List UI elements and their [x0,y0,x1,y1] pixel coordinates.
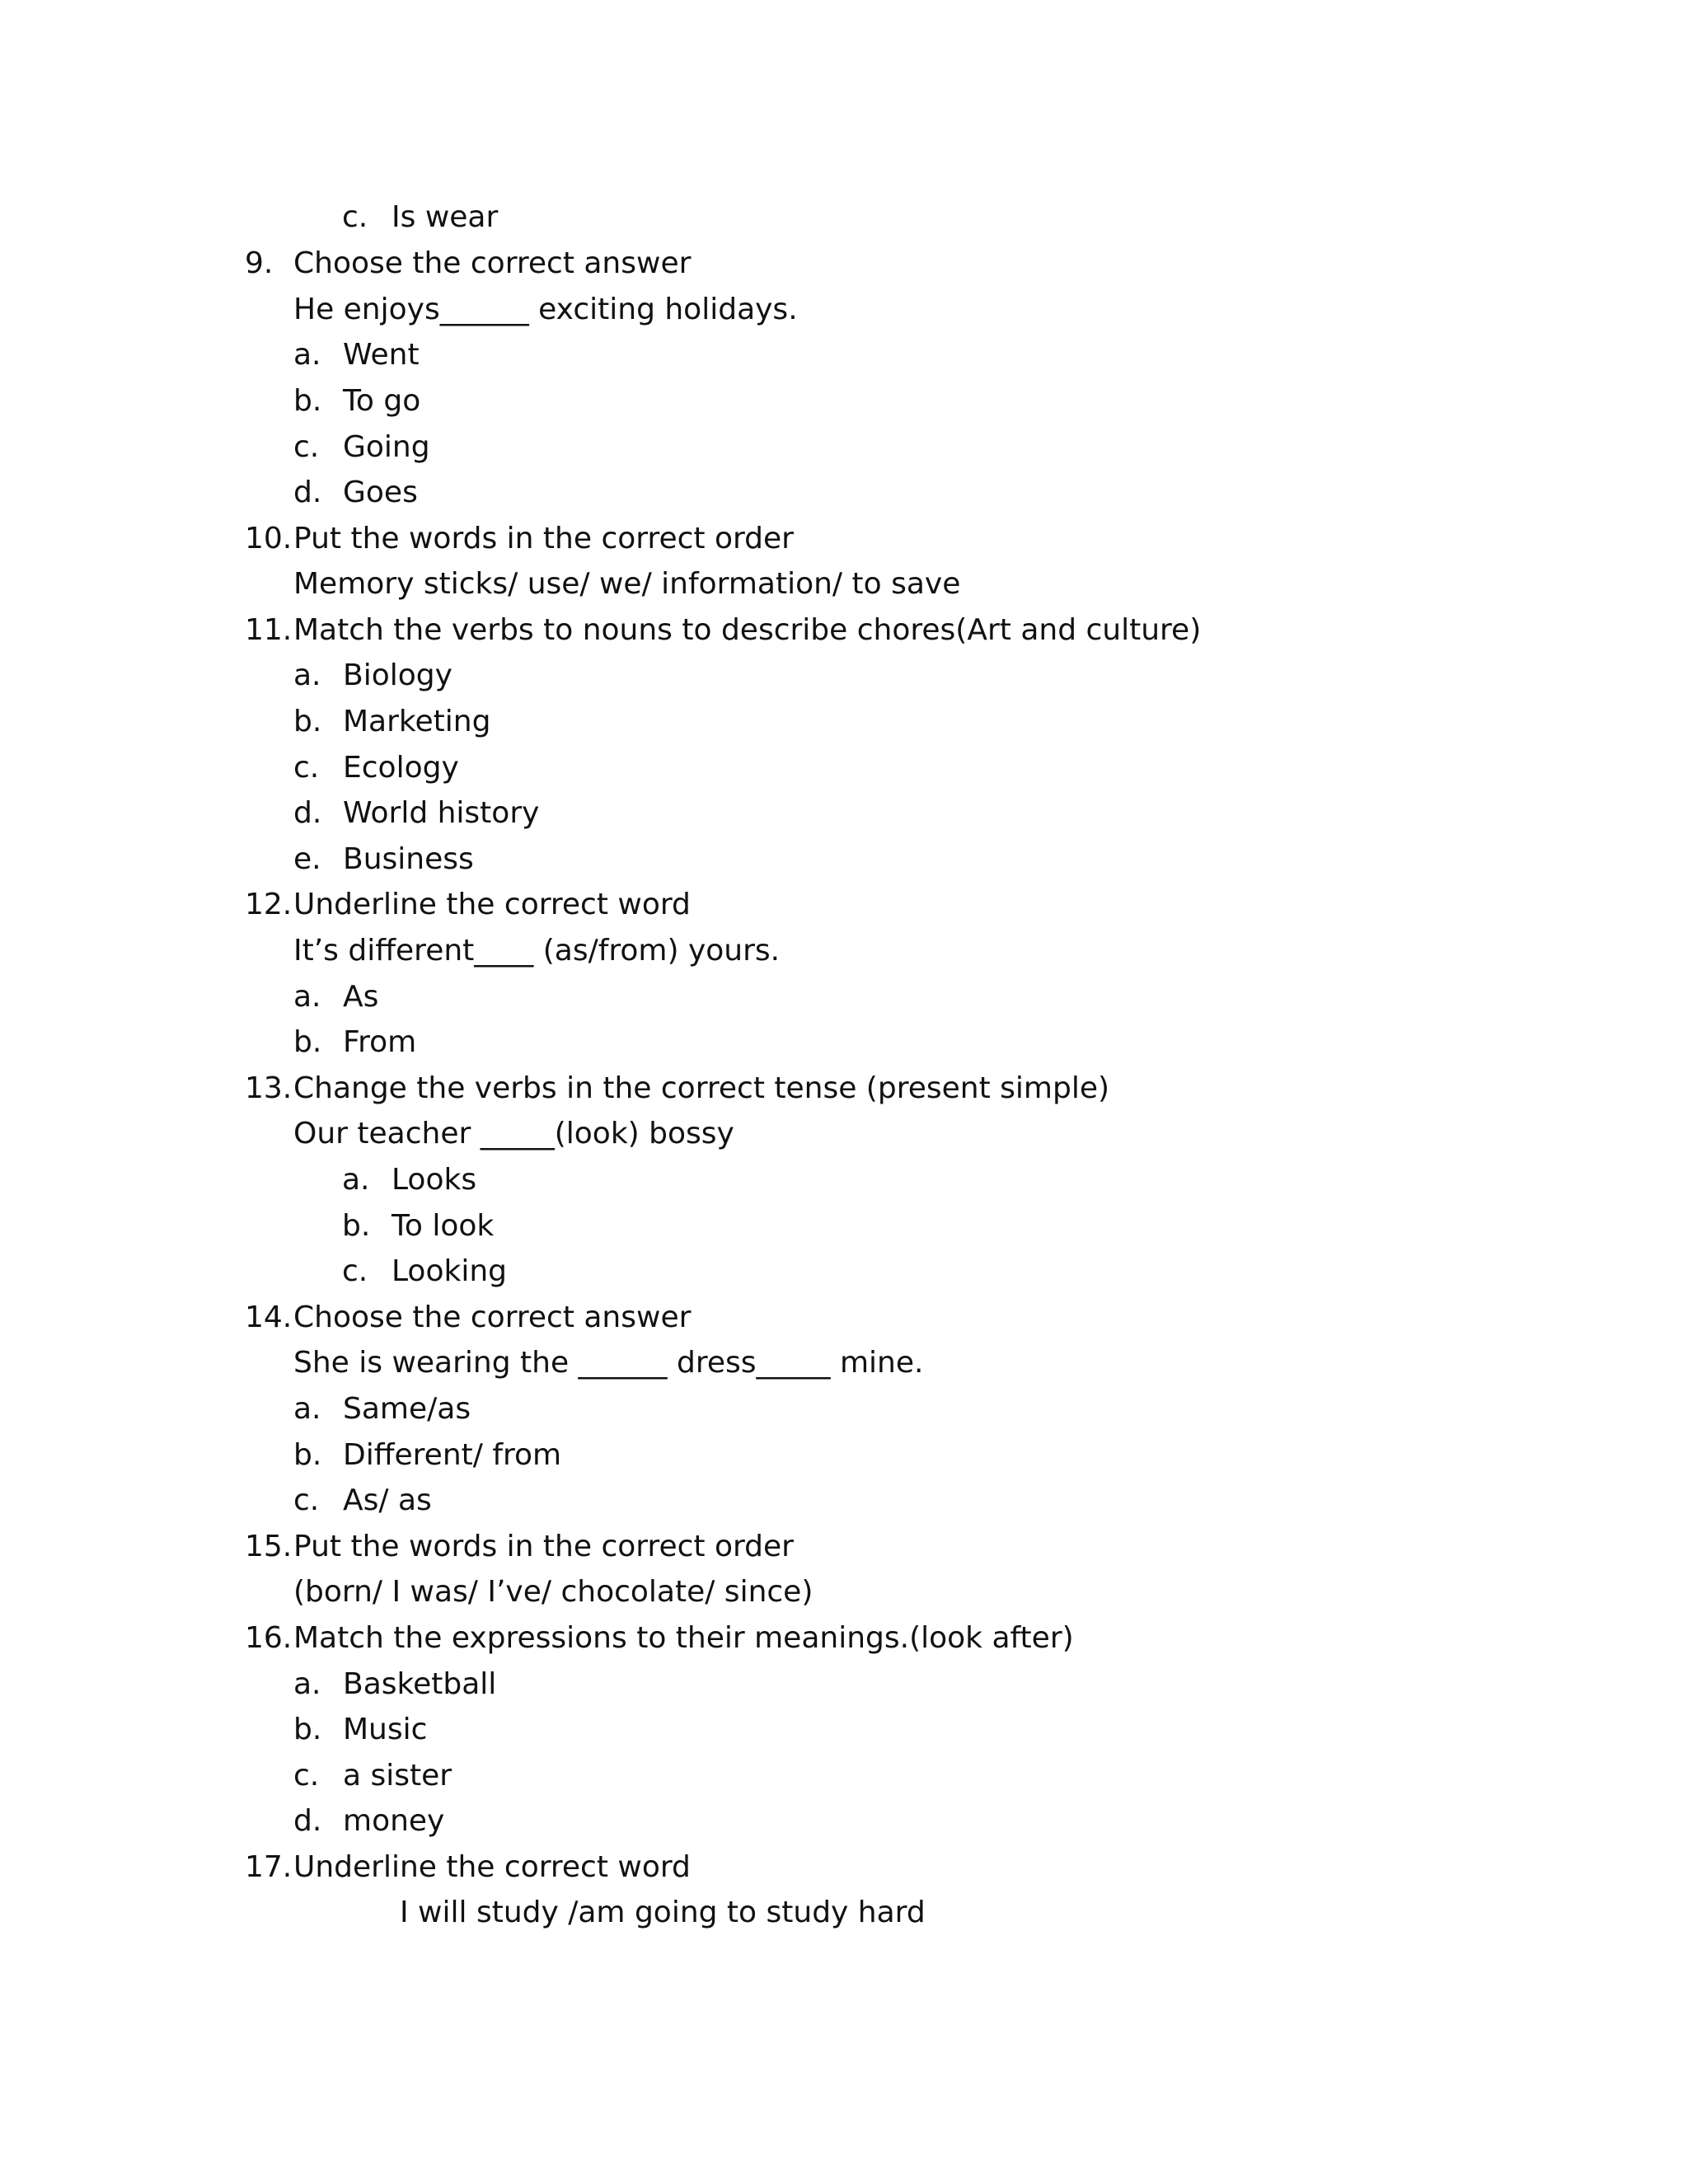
option-marker: c. [293,1483,320,1517]
option-text: Looks [392,1163,477,1197]
question-prompt: Memory sticks/ use/ we/ information/ to save [293,567,961,601]
option-marker: c. [342,1254,368,1288]
question-prompt: It’s different____ (as/from) yours. [293,934,781,968]
option-text: Is wear [392,200,499,234]
question-prompt: She is wearing the ______ dress_____ mine. [293,1346,924,1380]
option-text: Marketing [343,705,491,738]
question-prompt: (born/ I was/ I’ve/ chocolate/ since) [293,1575,814,1609]
question-number: 9. [245,246,274,280]
option-text: money [343,1804,445,1838]
question-prompt: He enjoys______ exciting holidays. [293,293,798,326]
option-text: To look [392,1209,495,1243]
question-number: 12. [245,888,293,921]
option-marker: d. [293,1804,322,1838]
question-instruction: Match the expressions to their meanings.(look after) [293,1621,1074,1655]
question-number: 14. [245,1301,293,1334]
option-text: Goes [343,476,418,509]
question-number: 13. [245,1071,293,1105]
option-marker: d. [293,796,322,830]
option-marker: c. [293,751,320,785]
option-text: Went [343,338,420,372]
option-text: From [343,1025,417,1059]
option-marker: a. [342,1163,370,1197]
option-marker: b. [293,1713,322,1746]
question-instruction: Choose the correct answer [293,246,692,280]
option-text: Looking [392,1254,507,1288]
option-marker: a. [293,338,321,372]
option-marker: c. [293,430,320,464]
option-text: As [343,980,379,1014]
option-text: Same/as [343,1392,471,1426]
option-marker: b. [293,705,322,738]
option-marker: d. [293,476,322,509]
option-text: Different/ from [343,1438,562,1472]
option-text: Going [343,430,430,464]
option-marker: a. [293,1667,321,1701]
option-text: a sister [343,1759,452,1793]
question-number: 15. [245,1530,293,1563]
question-instruction: Change the verbs in the correct tense (present simple) [293,1071,1110,1105]
option-text: Ecology [343,751,459,785]
option-text: Music [343,1713,428,1746]
option-text: As/ as [343,1483,432,1517]
question-instruction: Underline the correct word [293,1850,691,1884]
option-marker: a. [293,658,321,692]
option-text: Biology [343,658,452,692]
option-text: World history [343,796,540,830]
option-text: Business [343,842,474,876]
option-marker: b. [293,1438,322,1472]
option-text: To go [343,384,421,418]
question-instruction: Match the verbs to nouns to describe chores(Art and culture) [293,613,1202,647]
option-text: Basketball [343,1667,497,1701]
option-marker: b. [293,384,322,418]
question-number: 17. [245,1850,293,1884]
option-marker: c. [342,200,368,234]
question-number: 11. [245,613,293,647]
question-instruction: Choose the correct answer [293,1301,692,1334]
option-marker: a. [293,1392,321,1426]
question-prompt: Our teacher _____(look) bossy [293,1117,734,1151]
question-instruction: Put the words in the correct order [293,522,794,555]
question-number: 10. [245,522,293,555]
question-instruction: Put the words in the correct order [293,1530,794,1563]
question-prompt: I will study /am going to study hard [400,1896,926,1929]
option-marker: e. [293,842,321,876]
option-marker: c. [293,1759,320,1793]
option-marker: b. [342,1209,371,1243]
option-marker: a. [293,980,321,1014]
question-instruction: Underline the correct word [293,888,691,921]
question-number: 16. [245,1621,293,1655]
option-marker: b. [293,1025,322,1059]
